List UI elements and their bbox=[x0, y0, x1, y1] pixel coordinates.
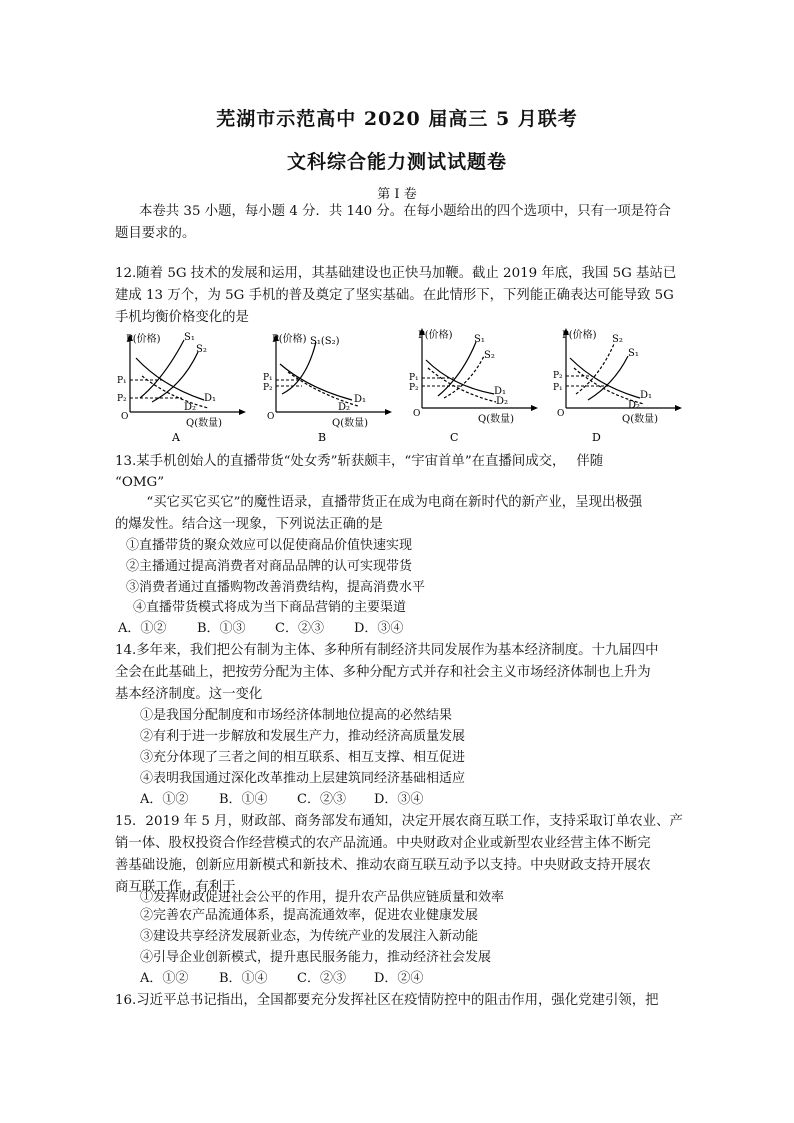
q14-line-1: 14.多年来，我们把公有制为主体、多种所有制经济共同发展作为基本经济制度。十九届四中 bbox=[115, 643, 659, 658]
graph-b-price-label: P₁ bbox=[263, 373, 273, 383]
graph-d-price-label: P₂ bbox=[553, 371, 563, 381]
q13-item: ①直播带货的聚众效应可以促使商品价值快速实现 bbox=[126, 538, 413, 553]
graph-d-p-axis: P(价格) bbox=[562, 330, 597, 341]
intro-line-2: 题目要求的。 bbox=[115, 226, 196, 241]
volume-label: 第 I 卷 bbox=[377, 187, 417, 202]
graph-c-curve-label: S₁ bbox=[474, 334, 485, 345]
graph-d-origin: O bbox=[557, 409, 565, 419]
graph-d-q-axis: Q(数量) bbox=[622, 414, 659, 425]
q15-item: ②完善农产品流通体系，提高流通效率，促进农业健康发展 bbox=[140, 908, 479, 923]
q15-line-4: 商互联工作，有利于 bbox=[115, 880, 236, 895]
exam-subtitle: 文科综合能力测试试题卷 bbox=[286, 151, 507, 173]
graph-d-curve-label: S₂ bbox=[612, 334, 623, 345]
q12-line-3: 手机均衡价格变化的是 bbox=[115, 310, 249, 325]
q13-choice-d: D．③④ bbox=[354, 621, 404, 636]
graph-a-origin: O bbox=[121, 412, 129, 422]
graph-a bbox=[112, 328, 252, 444]
q12-line-1: 12.随着 5G 技术的发展和运用，其基础建设也正快马加鞭。截止 2019 年底，我国 5G 基站已 bbox=[115, 266, 677, 281]
graph-d-price-label: P₁ bbox=[553, 383, 563, 393]
q14-item: ④表明我国通过深化改革推动上层建筑同经济基础相适应 bbox=[140, 771, 466, 786]
graph-b-curve-label: D₂ bbox=[338, 402, 351, 413]
q13-choice-a: A．①② bbox=[118, 621, 167, 636]
q15-item: ①发挥财政促进社会公平的作用，提升农产品供应链质量和效率 bbox=[140, 890, 505, 905]
graph-b bbox=[258, 328, 398, 444]
graph-a-q-axis: Q(数量) bbox=[186, 418, 223, 429]
graph-c-label: C bbox=[450, 431, 459, 444]
q14-choice-a: A．①② bbox=[140, 792, 189, 807]
q13-line-3: “买它买它买它”的魔性语录，直播带货正在成为电商在新时代的新产业，呈现出极强 bbox=[133, 495, 643, 510]
graph-c-q-axis: Q(数量) bbox=[478, 414, 515, 425]
q16-line-1: 16.习近平总书记指出，全国都要充分发挥社区在疫情防控中的阻击作用，强化党建引领，把 bbox=[115, 993, 659, 1008]
graph-d-curve-label: D₁ bbox=[640, 390, 653, 401]
q13-line-1: 13.某手机创始人的直播带货“处女秀”斩获颇丰，“宇宙首单”在直播间成交， 伴随 bbox=[115, 454, 604, 469]
q14-choice-d: D．③④ bbox=[374, 792, 424, 807]
q15-line-1: 15．2019 年 5 月，财政部、商务部发布通知，决定开展农商互联工作，支持采取订单农业、产 bbox=[115, 814, 683, 829]
graph-c-origin: O bbox=[413, 409, 421, 419]
q15-choice-d: D．②④ bbox=[374, 971, 424, 986]
q14-item: ②有利于进一步解放和发展生产力，推动经济高质量发展 bbox=[140, 729, 466, 744]
graph-c-price-label: P₂ bbox=[409, 383, 419, 393]
graph-b-q-axis: Q(数量) bbox=[332, 418, 369, 429]
graph-b-curve-label: S₁(S₂) bbox=[310, 336, 340, 347]
graph-c-curve-label: D₂ bbox=[496, 396, 509, 407]
graph-a-label: A bbox=[172, 431, 180, 444]
graph-c-curve-label: S₂ bbox=[484, 350, 495, 361]
graph-a-curve-label: S₂ bbox=[196, 344, 207, 355]
q13-choice-c: C．②③ bbox=[275, 621, 324, 636]
q14-line-3: 基本经济制度。这一变化 bbox=[115, 687, 263, 702]
q12-line-2: 建成 13 万个，为 5G 手机的普及奠定了坚实基础。在此情形下，下列能正确表达可能导致 5G bbox=[115, 288, 674, 303]
graph-d bbox=[548, 328, 688, 444]
q14-item: ③充分体现了三者之间的相互联系、相互支撑、相互促进 bbox=[140, 750, 466, 765]
q14-choice-c: C．②③ bbox=[297, 792, 346, 807]
q13-line-2: “OMG” bbox=[115, 475, 165, 490]
q15-item: ④引导企业创新模式，提升惠民服务能力，推动经济社会发展 bbox=[140, 950, 492, 965]
graph-b-origin: O bbox=[267, 412, 275, 422]
exam-title: 芜湖市示范高中 2020 届高三 5 月联考 bbox=[216, 108, 578, 130]
q15-item: ③建设共享经济发展新业态，为传统产业的发展注入新动能 bbox=[140, 929, 479, 944]
q14-choice-b: B．①④ bbox=[219, 792, 268, 807]
graph-c-curve-label: D₁ bbox=[494, 386, 507, 397]
graph-a-curve-label: D₁ bbox=[204, 393, 217, 404]
graph-c-price-label: P₁ bbox=[409, 373, 419, 383]
q15-line-3: 善基础设施，创新应用新模式和新技术、推动农商互联互动予以支持。中央财政支持开展农 bbox=[115, 858, 651, 873]
intro-line-1: 本卷共 35 小题，每小题 4 分．共 140 分。在每小题给出的四个选项中，只有一项是符合 bbox=[139, 204, 671, 219]
graph-a-price-label: P₂ bbox=[117, 394, 127, 404]
graph-d-label: D bbox=[592, 431, 601, 444]
graph-a-p-axis: P(价格) bbox=[126, 334, 161, 345]
graph-b-curve-label: D₁ bbox=[354, 394, 367, 405]
q14-item: ①是我国分配制度和市场经济体制地位提高的必然结果 bbox=[140, 708, 453, 723]
q15-line-2: 销一体、股权投资合作经营模式的农产品流通。中央财政对企业或新型农业经营主体不断完 bbox=[115, 836, 651, 851]
graph-b-price-label: P₂ bbox=[263, 383, 273, 393]
graph-d-curve-label: D₂ bbox=[628, 400, 641, 411]
graph-c-p-axis: P(价格) bbox=[418, 330, 453, 341]
q13-item: ④直播带货模式将成为当下商品营销的主要渠道 bbox=[133, 600, 407, 615]
q15-choice-c: C．②③ bbox=[297, 971, 346, 986]
q13-item: ③消费者通过直播购物改善消费结构，提高消费水平 bbox=[126, 580, 426, 595]
graph-a-curve-label: D₂ bbox=[184, 402, 197, 413]
q14-line-2: 全会在此基础上，把按劳分配为主体、多种分配方式并存和社会主义市场经济体制也上升为 bbox=[115, 665, 651, 680]
q15-choice-b: B．①④ bbox=[219, 971, 268, 986]
q13-item: ②主播通过提高消费者对商品品牌的认可实现带货 bbox=[126, 559, 413, 574]
graph-d-curve-label: S₁ bbox=[628, 348, 639, 359]
q15-choice-a: A．①② bbox=[140, 971, 189, 986]
q13-line-4: 的爆发性。结合这一现象，下列说法正确的是 bbox=[115, 517, 383, 532]
graph-b-label: B bbox=[318, 431, 327, 444]
graph-a-price-label: P₁ bbox=[117, 376, 127, 386]
graph-c bbox=[404, 328, 544, 444]
q12-graphs bbox=[112, 328, 692, 444]
graph-a-curve-label: S₁ bbox=[184, 332, 195, 343]
graph-b-p-axis: P(价格) bbox=[272, 334, 307, 345]
q13-choice-b: B．①③ bbox=[197, 621, 246, 636]
